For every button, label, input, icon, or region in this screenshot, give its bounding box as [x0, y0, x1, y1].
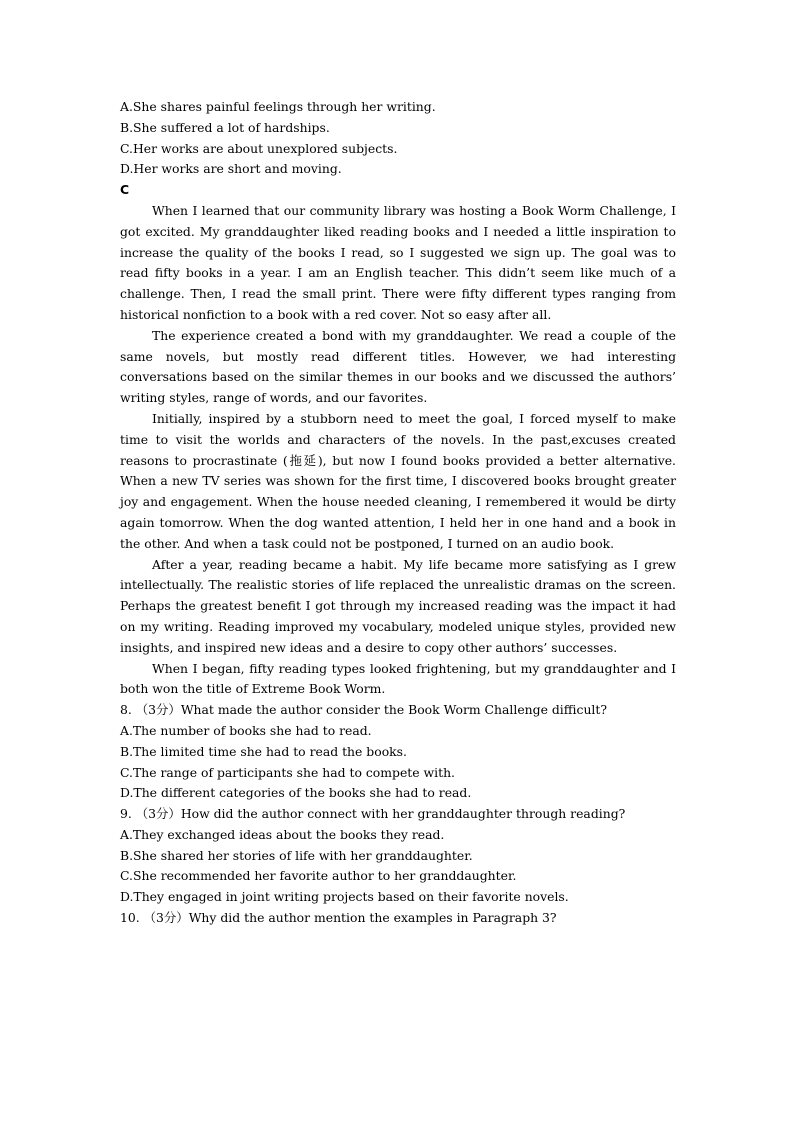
reading-passage [120, 201, 676, 700]
question-stem: 9. （3分）How did the author connect with her granddaughter through reading? [120, 806, 626, 822]
section-label: C [120, 182, 130, 198]
question-8 [120, 700, 676, 804]
previous-question-options [120, 97, 676, 180]
passage-paragraph-2: The experience created a bond with my granddaughter. We read a couple of the same novels, but mostly read different titles. However, we had interesting conversations based on the similar themes in our books and we discussed the authors’ writing styles, range of words, and our favorites. [120, 327, 676, 406]
passage-paragraph-4: After a year, reading became a habit. My life became more satisfying as I grew intellectually. The realistic stories of life replaced the unrealistic dramas on the screen. Perhaps the greatest benefit I got through my increased reading was the impact it had on my writing. Reading improved my vocabulary, modeled unique styles, provided new insights, and inspired new ideas and a desire to copy other authors’ successes. [120, 556, 676, 655]
document-page [120, 97, 676, 929]
option-d: D.Her works are short and moving. [120, 161, 342, 177]
option-a: A.She shares painful feelings through her writing. [120, 99, 436, 114]
passage-paragraph-3: Initially, inspired by a stubborn need to meet the goal, I forced myself to make time to visit the worlds and characters of the novels. In the past,excuses created reasons to procrastinate (拖延), but now I found books provided a better alternative. When a new TV series was shown for the first time, I discovered books brought greater joy and engagement. When the house needed cleaning, I remembered it would be dirty again tomorrow. When the dog wanted attention, I held her in one hand and a book in the other. And when a task could not be postponed, I turned on an audio book. [120, 410, 676, 551]
question-10 [120, 908, 676, 929]
option-a: A.The number of books she had to read. [120, 722, 372, 738]
option-c: C.Her works are about unexplored subjects. [120, 140, 398, 156]
passage-paragraph-1: When I learned that our community library was hosting a Book Worm Challenge, I got excited. My granddaughter liked reading books and I needed a little inspiration to increase the quality of the books I read, so I suggested we sign up. The goal was to read fifty books in a year. I am an English teacher. This didn’t seem like much of a challenge. Then, I read the small print. There were fifty different types ranging from historical nonfiction to a book with a red cover. Not so easy after all. [120, 202, 676, 322]
option-a: A.They exchanged ideas about the books they read. [120, 826, 445, 842]
option-b: B.She suffered a lot of hardships. [120, 119, 330, 135]
option-b: B.The limited time she had to read the books. [120, 743, 407, 759]
question-stem: 10. （3分）Why did the author mention the examples in Paragraph 3? [120, 910, 557, 926]
option-c: C.She recommended her favorite author to her granddaughter. [120, 868, 517, 884]
option-c: C.The range of participants she had to compete with. [120, 764, 455, 780]
option-d: D.They engaged in joint writing projects based on their favorite novels. [120, 889, 569, 905]
option-b: B.She shared her stories of life with her granddaughter. [120, 847, 473, 863]
passage-paragraph-5: When I began, fifty reading types looked frightening, but my granddaughter and I both won the title of Extreme Book Worm. [120, 660, 676, 697]
question-stem: 8. （3分）What made the author consider the Book Worm Challenge difficult? [120, 702, 608, 718]
question-9 [120, 804, 676, 908]
option-d: D.The different categories of the books she had to read. [120, 785, 472, 801]
